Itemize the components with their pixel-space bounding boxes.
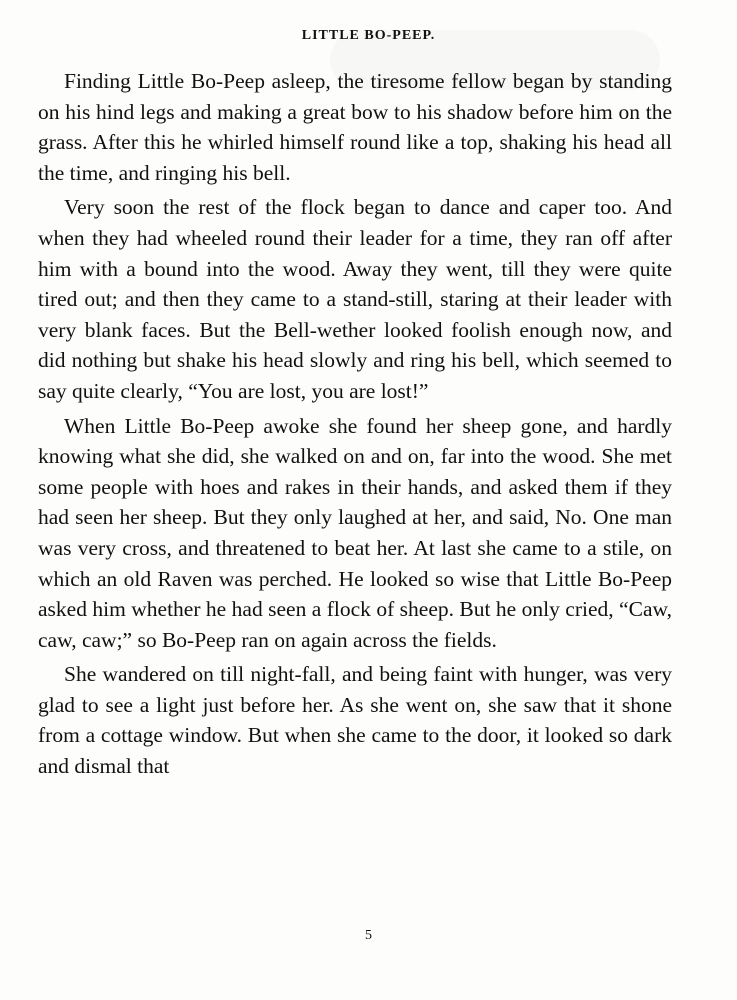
paragraph-2: Very soon the rest of the flock began to dance and caper too. And when they had wheeled round their leader for a time, they ran off after him with a bound into the wood. Away they went, till they were quite tired out; and then they came to a stand-still, staring at their leader with very blank faces. But the Bell-wether looked foolish enough now, and did nothing but shake his head slowly and ring his bell, which seemed to say quite clearly, “You are lost, you are lost!” — [38, 195, 672, 403]
running-head: LITTLE BO-PEEP. — [301, 28, 436, 43]
paragraph-1: Finding Little Bo-Peep asleep, the tiresome fellow began by standing on his hind legs and making a great bow to his shadow before him on the grass. After this he whirled himself round like a top, shaking his head all the time, and ringing his bell. — [38, 69, 672, 185]
page-number: 5 — [365, 928, 372, 943]
paragraph-3: When Little Bo-Peep awoke she found her sheep gone, and hardly knowing what she did, she walked on and on, far into the wood. She met some people with hoes and rakes in their hands, and asked them if they had seen her sheep. But they only laughed at her, and said, No. One man was very cross, and threatened to beat her. At last she came to a stile, on which an old Raven was perched. He looked so wise that Little Bo-Peep asked him whether he had seen a flock of sheep. But he only cried, “Caw, caw, caw;” so Bo-Peep ran on again across the fields. — [38, 413, 672, 652]
paragraph-4: She wandered on till night-fall, and being faint with hunger, was very glad to see a light just before her. As she went on, she saw that it shone from a cottage window. But when she came to the door, it looked so dark and dismal that — [38, 662, 672, 779]
body-text — [38, 66, 672, 786]
